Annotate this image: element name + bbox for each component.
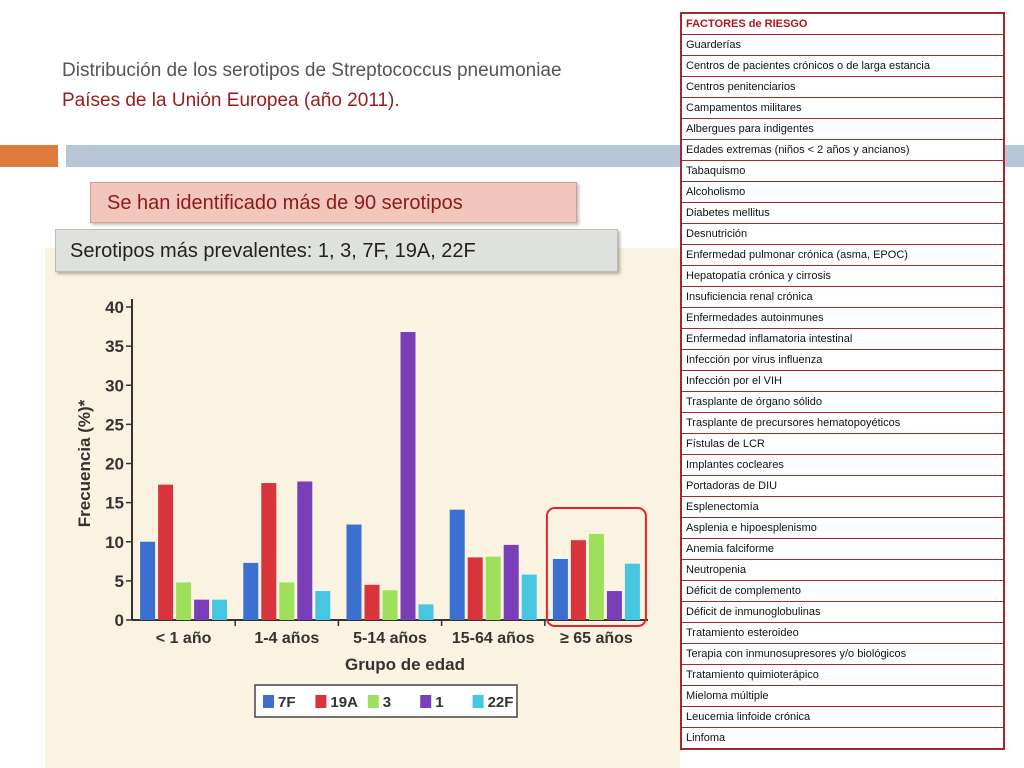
risk-table-row (681, 560, 1004, 581)
bar-3-2 (279, 582, 294, 620)
bar-7f-5 (553, 559, 568, 620)
risk-factor-cell: Leucemia linfoide crónica (681, 707, 1004, 728)
legend-swatch-1 (420, 695, 431, 708)
risk-factor-cell: Tratamiento quimioterápico (681, 665, 1004, 686)
risk-factor-cell: Desnutrición (681, 224, 1004, 245)
legend-label: 3 (382, 694, 392, 711)
risk-table-row (681, 329, 1004, 350)
risk-table-row (681, 644, 1004, 665)
risk-factor-cell: Centros penitenciarios (681, 77, 1004, 98)
risk-table-row (681, 77, 1004, 98)
risk-table-row (681, 728, 1004, 750)
risk-table-row (681, 413, 1004, 434)
serotype-count-callout: Se han identificado más de 90 serotipos (90, 182, 577, 223)
risk-table-row (681, 140, 1004, 161)
y-tick-label: 5 (114, 571, 124, 591)
risk-factor-cell: Implantes cocleares (681, 455, 1004, 476)
x-tick-label: < 1 año (155, 630, 212, 647)
bar-3-4 (486, 557, 501, 620)
x-tick-label: 15-64 años (451, 630, 535, 647)
prevalent-serotypes-callout: Serotipos más prevalentes: 1, 3, 7F, 19A, 22F (55, 229, 618, 272)
risk-factor-cell: Trasplante de órgano sólido (681, 392, 1004, 413)
risk-table-row (681, 707, 1004, 728)
legend-label: 1 (435, 694, 444, 711)
risk-factor-cell: Mieloma múltiple (681, 686, 1004, 707)
risk-table-row (681, 98, 1004, 119)
risk-table-row (681, 539, 1004, 560)
risk-factor-cell: Trasplante de precursores hematopoyéticos (681, 413, 1004, 434)
bar-1-2 (297, 481, 312, 620)
risk-factor-cell: Fístulas de LCR (681, 434, 1004, 455)
bar-22f-4 (522, 575, 537, 620)
x-tick-label: 1-4 años (254, 630, 320, 647)
risk-table-row (681, 287, 1004, 308)
risk-factors-table (680, 12, 1005, 750)
y-tick-label: 25 (105, 415, 124, 435)
slide-subtitle: Países de la Unión Europea (año 2011). (62, 90, 400, 111)
legend-swatch-22f (473, 695, 484, 708)
risk-factor-cell: Portadoras de DIU (681, 476, 1004, 497)
risk-factor-cell: Alcoholismo (681, 182, 1004, 203)
risk-table-row (681, 224, 1004, 245)
risk-table-row (681, 119, 1004, 140)
risk-table-row (681, 371, 1004, 392)
legend-swatch-7f (263, 695, 274, 708)
risk-table-row (681, 455, 1004, 476)
risk-table-row (681, 266, 1004, 287)
bar-7f-4 (450, 510, 465, 620)
risk-table-row (681, 581, 1004, 602)
risk-factor-cell: Edades extremas (niños < 2 años y ancianos) (681, 140, 1004, 161)
bar-3-3 (383, 590, 398, 620)
risk-table-row (681, 35, 1004, 56)
bar-1-1 (194, 600, 209, 620)
risk-table-row (681, 434, 1004, 455)
x-tick-label: ≥ 65 años (559, 630, 633, 647)
bar-22f-2 (315, 591, 330, 620)
bar-19a-1 (158, 485, 173, 620)
risk-table-row (681, 308, 1004, 329)
risk-factor-cell: Neutropenia (681, 560, 1004, 581)
y-tick-label: 35 (105, 337, 124, 357)
bar-19a-4 (468, 557, 483, 620)
legend-label: 22F (487, 694, 514, 711)
risk-factor-cell: Tabaquismo (681, 161, 1004, 182)
y-tick-label: 0 (114, 611, 124, 630)
bar-1-3 (401, 332, 416, 620)
risk-table-row (681, 476, 1004, 497)
y-tick-label: 20 (105, 454, 124, 474)
legend-label: 7F (278, 694, 296, 711)
risk-factor-cell: Déficit de inmunoglobulinas (681, 602, 1004, 623)
serotype-bar-chart (60, 285, 660, 735)
risk-table-row (681, 518, 1004, 539)
risk-table-row (681, 56, 1004, 77)
risk-factor-cell: Enfermedad pulmonar crónica (asma, EPOC) (681, 245, 1004, 266)
risk-factor-cell: Campamentos militares (681, 98, 1004, 119)
risk-factor-cell: Insuficiencia renal crónica (681, 287, 1004, 308)
risk-factor-cell: Centros de pacientes crónicos o de larga estancia (681, 56, 1004, 77)
risk-factor-cell: Albergues para indigentes (681, 119, 1004, 140)
risk-factor-cell: Infección por virus influenza (681, 350, 1004, 371)
risk-factor-cell: Diabetes mellitus (681, 203, 1004, 224)
bar-7f-3 (347, 525, 362, 620)
risk-factor-cell: Hepatopatía crónica y cirrosis (681, 266, 1004, 287)
bar-1-5 (607, 591, 622, 620)
risk-table-header-row (681, 13, 1004, 35)
y-axis-label: Frecuencia (%)* (75, 399, 94, 528)
bar-3-1 (176, 582, 191, 620)
risk-table-row (681, 497, 1004, 518)
bar-22f-1 (212, 600, 227, 620)
bar-1-4 (504, 545, 519, 620)
risk-table-row (681, 161, 1004, 182)
bar-22f-5 (625, 564, 640, 620)
risk-table-row (681, 350, 1004, 371)
risk-factor-cell: Enfermedad inflamatoria intestinal (681, 329, 1004, 350)
risk-table-row (681, 623, 1004, 644)
risk-table-header: FACTORES de RIESGO (681, 13, 1004, 35)
y-tick-label: 40 (105, 298, 124, 317)
risk-table-row (681, 245, 1004, 266)
bar-7f-2 (243, 563, 258, 620)
y-tick-label: 10 (105, 532, 124, 552)
risk-table-row (681, 182, 1004, 203)
bar-19a-2 (261, 483, 276, 620)
risk-table-row (681, 602, 1004, 623)
legend-label: 19A (330, 694, 358, 711)
bar-19a-5 (571, 540, 586, 620)
bar-3-5 (589, 534, 604, 620)
risk-table-row (681, 203, 1004, 224)
legend-swatch-3 (368, 695, 379, 708)
legend-swatch-19a (315, 695, 326, 708)
risk-factor-cell: Asplenia e hipoesplenismo (681, 518, 1004, 539)
risk-factor-cell: Esplenectomía (681, 497, 1004, 518)
risk-factor-cell: Infección por el VIH (681, 371, 1004, 392)
accent-bar-orange (0, 145, 58, 167)
y-tick-label: 15 (105, 493, 124, 513)
risk-factor-cell: Linfoma (681, 728, 1004, 750)
bar-19a-3 (365, 585, 380, 620)
bar-22f-3 (419, 604, 434, 620)
risk-factor-cell: Déficit de complemento (681, 581, 1004, 602)
risk-factor-cell: Tratamiento esteroideo (681, 623, 1004, 644)
x-axis-label: Grupo de edad (345, 655, 465, 674)
risk-factor-cell: Anemia falciforme (681, 539, 1004, 560)
bar-7f-1 (140, 542, 155, 620)
y-tick-label: 30 (105, 376, 124, 396)
risk-factor-cell: Terapia con inmunosupresores y/o biológicos (681, 644, 1004, 665)
x-tick-label: 5-14 años (353, 630, 427, 647)
risk-factor-cell: Enfermedades autoinmunes (681, 308, 1004, 329)
slide-title: Distribución de los serotipos de Streptococcus pneumoniae (62, 60, 562, 81)
risk-factor-cell: Guarderías (681, 35, 1004, 56)
risk-table-row (681, 686, 1004, 707)
risk-table-row (681, 392, 1004, 413)
risk-table-row (681, 665, 1004, 686)
